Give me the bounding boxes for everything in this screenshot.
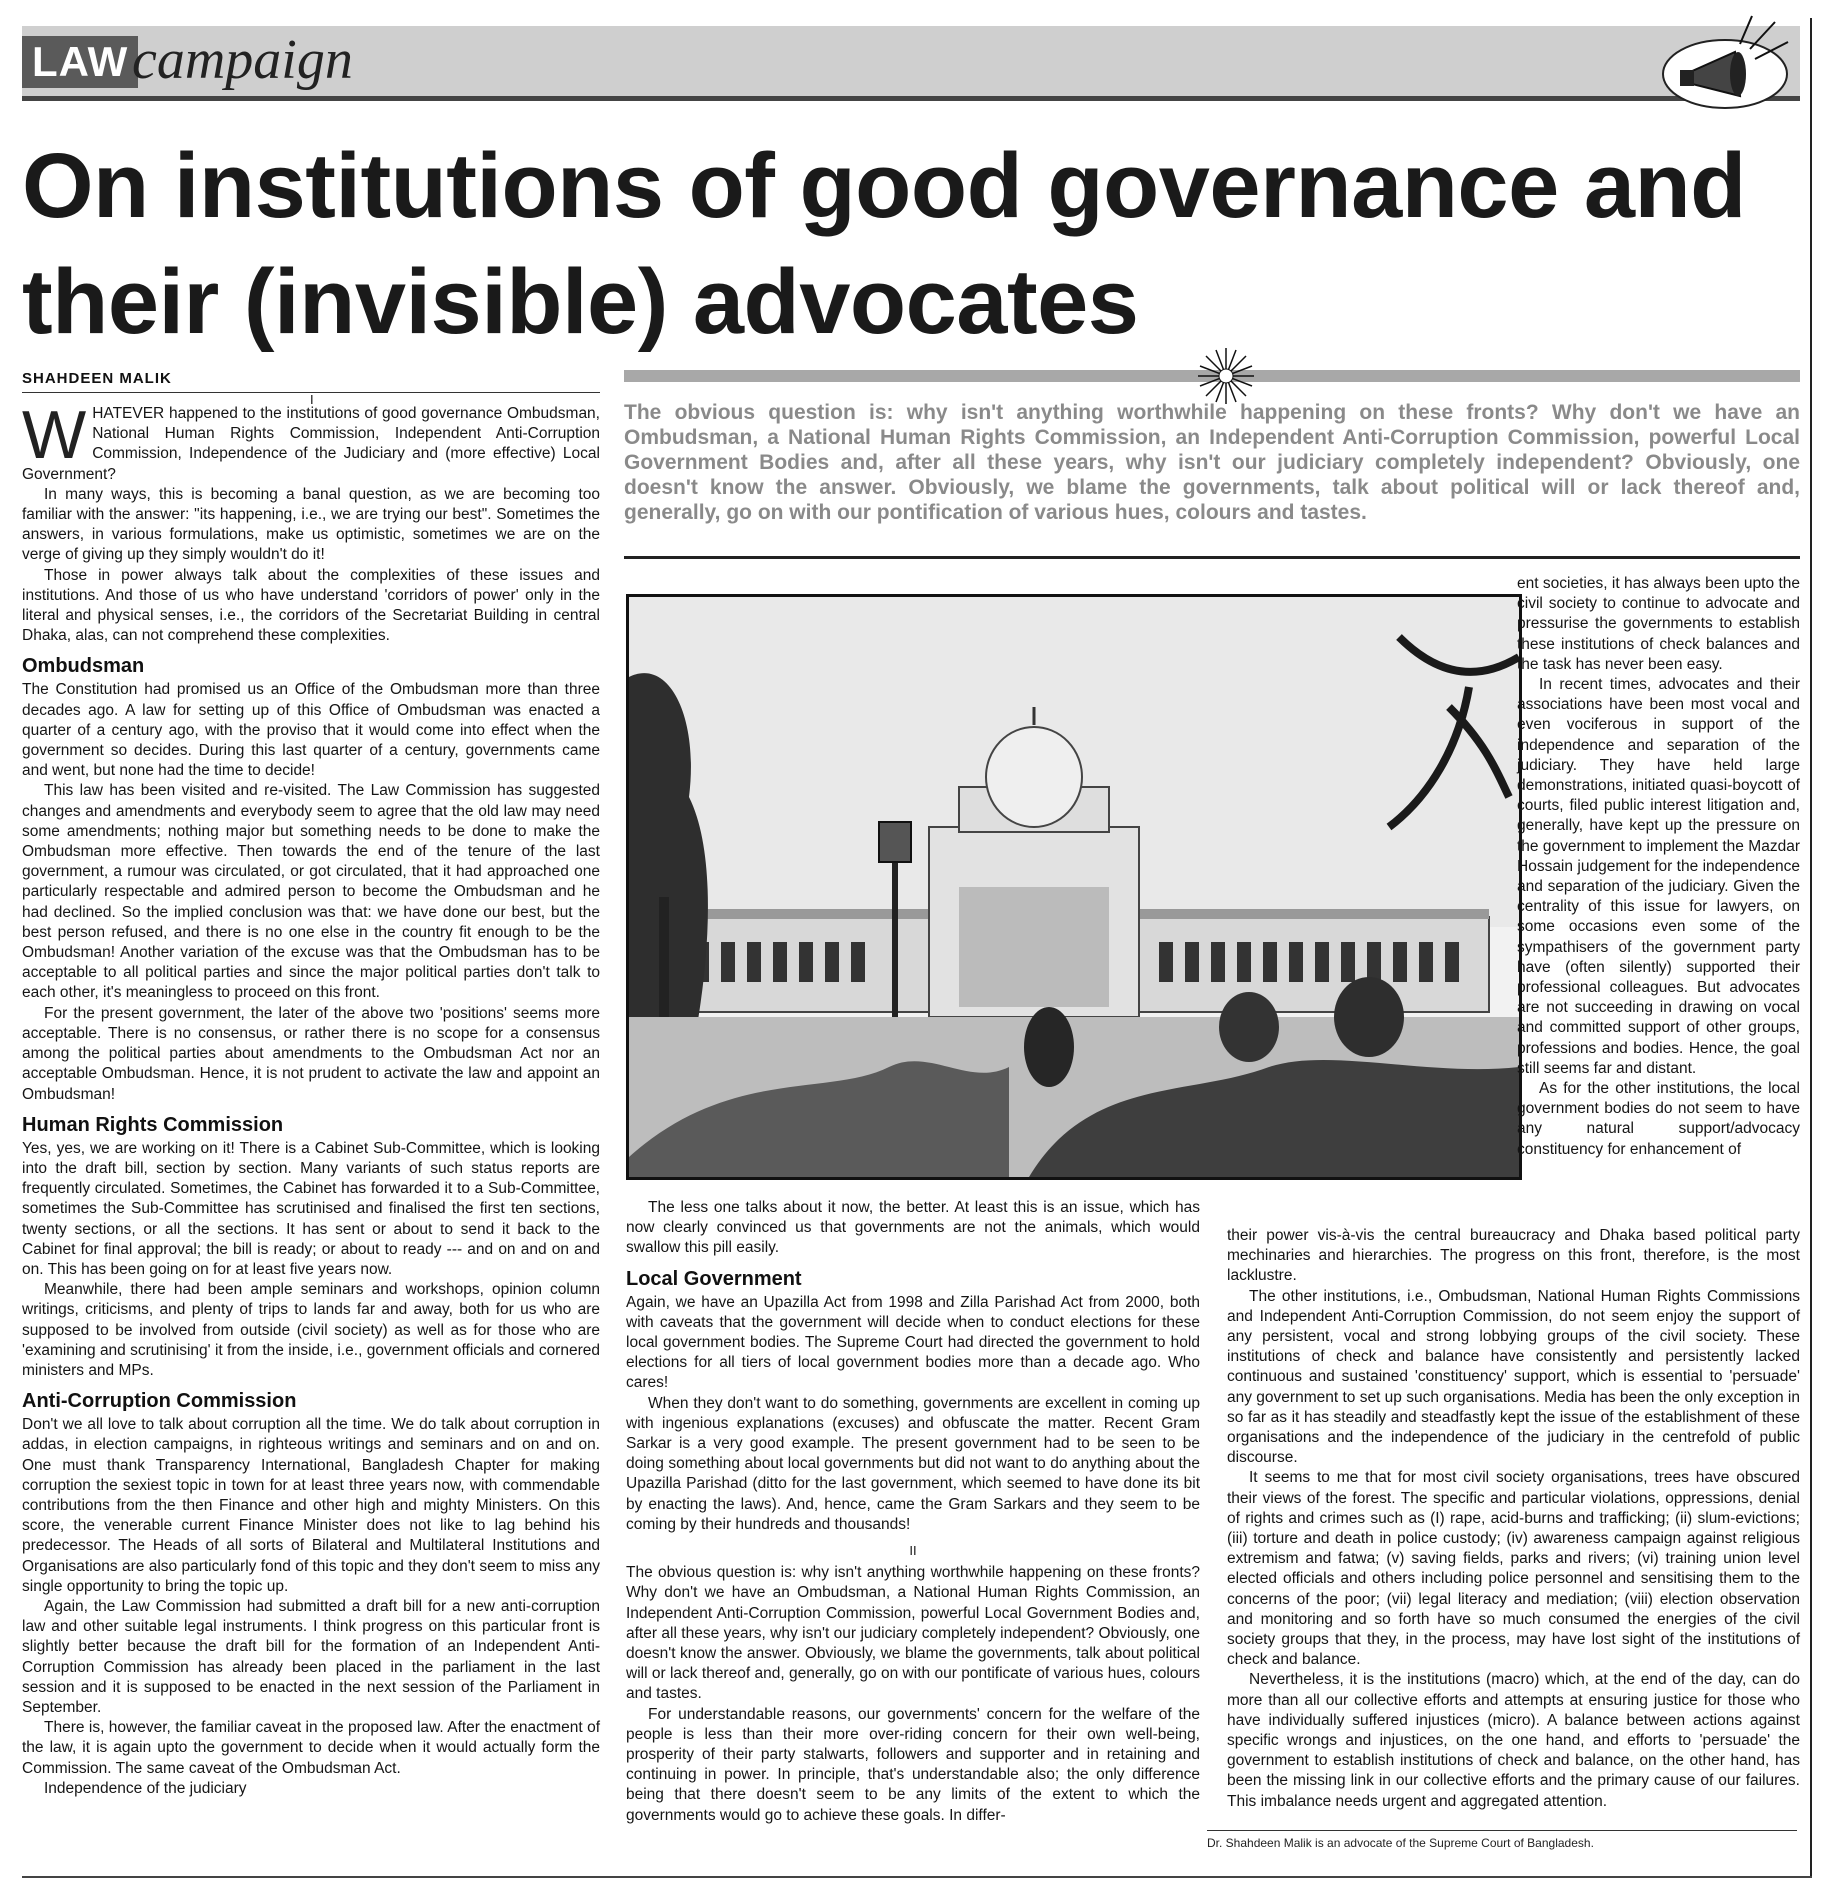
- megaphone-icon: [1640, 14, 1790, 114]
- section-mark-ii: II: [909, 1543, 917, 1559]
- author-footnote: Dr. Shahdeen Malik is an advocate of the Supreme Court of Bangladesh.: [1207, 1836, 1594, 1850]
- subhead-anti-corruption: Anti-Corruption Commission: [22, 1390, 297, 1413]
- article-column-2: [626, 1198, 1200, 1826]
- paragraph: Nevertheless, it is the institutions (macro) which, at the end of the day, can do more than all our collective efforts and attempts at ensuring justice for those who have individually suffered injustices (micro). A balance between actions against specific wrongs and injustices, on the one hand, and efforts to 'persuade' the government to establish institutions of check and balance, on the other hand, has been the missing link in our collective efforts and the primary cause of our failures. This imbalance needs urgent and aggregated attention.: [1227, 1671, 1800, 1810]
- section-label-law: LAW: [22, 36, 138, 88]
- pull-quote-bottom-rule: [624, 556, 1800, 559]
- drop-cap: W: [22, 397, 87, 473]
- paragraph: For the present government, the later of the above two 'positions' seems more acceptable. There is no consensus, or rather there is no scope for a consensus among the political parties about amendments to the Ombudsman Act nor an acceptable Ombudsman. Hence, it is not prudent to activate the law and appoint an Ombudsman!: [22, 1004, 600, 1103]
- paragraph: In recent times, advocates and their associations have been most vocal and even vociferous in support of the independence and separation of the judiciary. They have held large demonstrations, initiated quasi-boycott of courts, filed public interest litigation and, generally, have kept up the pressure on the government to implement the Mazdar Hossain judgement for the independence and separation of the judiciary. Given the centrality of this issue for lawyers, on some occasions even some of the sympathisers of the government party have (often silently) supported their professional colleagues. But advocates are not succeeding in drawing on vocal and committed support of other groups, professions and bodies. Hence, the goal still seems far and distant.: [1517, 676, 1800, 1077]
- subhead-local-government: Local Government: [626, 1267, 802, 1290]
- page-bottom-rule: [22, 1876, 1812, 1878]
- article-column-3-bottom: [1227, 1226, 1800, 1812]
- paragraph: Those in power always talk about the complexities of these issues and institutions. And those of us who have understand 'corridors of power' only in the literal and physical senses, i.e., the corridors of the Secretariat Building in central Dhaka, alas, can not comprehend these complexities.: [22, 566, 600, 645]
- newspaper-page: [22, 18, 1812, 1878]
- paragraph: There is, however, the familiar caveat in the proposed law. After the enactment of the law, it is again upto the government to decide when it would actually form the Commission. The same caveat of the Ombudsman Act.: [22, 1719, 600, 1777]
- paragraph: their power vis-à-vis the central bureaucracy and Dhaka based political party mechinaries and hierarchies. The progress on this front, therefore, is the most lacklustre.: [1227, 1227, 1800, 1285]
- starburst-icon: [1198, 348, 1254, 404]
- article-headline: [22, 128, 1802, 360]
- photo-illustration: [629, 597, 1519, 1177]
- byline: [22, 370, 600, 393]
- subhead-ombudsman: Ombudsman: [22, 655, 145, 678]
- paragraph: This law has been visited and re-visited. The Law Commission has suggested changes and amendments and everybody seem to agree that the old law may need some amendments; nothing major but something needs to be done to make the Ombudsman more effective. Then towards the end of the tenure of the last government, a rumour was circulated, or got circulated, that it had approached one particularly respectable and admired person to become the Ombudsman and he had declined. So the implied conclusion was that: we have done our best, but the best person refused, and there is no one else in the country fit enough to be the Ombudsman! Another variation of the excuse was that the Ombudsman has to be acceptable to all political parties and since the major political parties don't talk to each other, it's meaningless to proceed on this front.: [22, 782, 600, 1002]
- paragraph: The less one talks about it now, the better. At least this is an issue, which has now clearly convinced us that governments are not the animals, which would swallow this pill easily.: [626, 1199, 1200, 1257]
- paragraph: When they don't want to do something, governments are excellent in coming up with ingenious explanations (excuses) and obfuscate the matter. Recent Gram Sarkar is a very good example. The present government had to be seen to be doing something about local governments but did not want to do anything about the Upazilla Parishad (ditto for the last government, which seemed to have done its bit by enacting the laws). And, hence, came the Gram Sarkars and they seem to be coming by their hundreds and thousands!: [626, 1394, 1200, 1533]
- paragraph: Independence of the judiciary: [44, 1779, 247, 1797]
- intro-text: HATEVER happened to the institutions of good governance Ombudsman, National Human Rights Commission, Independent Anti-Corruption Commission, Independence of the Judiciary and (more effective) Local Government?: [22, 405, 600, 483]
- right-column-rule: [1810, 18, 1812, 1878]
- article-column-1: [22, 397, 600, 1799]
- section-mark-i: I: [310, 392, 314, 407]
- paragraph: Meanwhile, there had been ample seminars and workshops, opinion column writings, criticisms, and plenty of trips to lands far and away, both for us who are supposed to be involved from outside (civil society) as well as for those who are 'examining and scrutinising' it from the inside, i.e., government officials and cornered ministers and MPs.: [22, 1281, 600, 1379]
- section-label-campaign: campaign: [132, 29, 353, 91]
- intro-paragraph: [22, 397, 600, 485]
- pull-quote: The obvious question is: why isn't anything worthwhile happening on these fronts? Why don't we have an Ombudsman, a National Human Rights Commission, an Independent Anti-Corruption Commission, powerful Local Government Bodies and, after all these years, why isn't our judiciary completely independent? Obviously, one doesn't know the answer. Obviously, we blame the governments, talk about political will or lack thereof and, generally, go on with our pontification of various hues, colours and tastes.: [624, 401, 1800, 524]
- supreme-court-photo: [626, 594, 1522, 1180]
- paragraph: As for the other institutions, the local government bodies do not seem to have any natural support/advocacy constituency for enhancement of: [1517, 1080, 1800, 1158]
- headline-line-2: their (invisible) advocates: [22, 251, 1139, 353]
- paragraph: For understandable reasons, our governments' concern for the welfare of the people is less than their more over-riding concern for their own well-being, prosperity of their party stalwarts, followers and supporter and in retaining and continuing in power. In principle, that's understandable also; the only difference being that there doesn't seem to be any limits of the extent to which the governments would go to achieve these goals. In differ-: [626, 1705, 1200, 1824]
- paragraph: The Constitution had promised us an Office of the Ombudsman more than three decades ago. A law for setting up of this Office of Ombudsman was enacted a quarter of a century ago, with the proviso that it would come into effect when the government so decides. During this last quarter of a century, governments came and went, but none had the time to decide!: [22, 681, 600, 780]
- paragraph: Yes, yes, we are working on it! There is a Cabinet Sub-Committee, which is looking into the draft bill, section by section. Many variants of such status reports are frequently circulated. Sometimes, the Cabinet has forwarded it to a Sub-Committee, sometimes the Sub-Committee has scrutinised and finalised the first ten sections, twenty sections, or all the sections. It has sent or about to send it back to the Cabinet for final approval; the bill is ready; or about to ready --- and on and on and on. This has been going on for at least five years now.: [22, 1139, 600, 1278]
- author-name: SHAHDEEN MALIK: [22, 370, 172, 387]
- paragraph: Again, we have an Upazilla Act from 1998 and Zilla Parishad Act from 2000, both with caveats that the government will decide when to conduct elections for these local government bodies. The Supreme Court had directed the government to hold elections for all tiers of local government bodies more than a decade ago. Who cares!: [626, 1293, 1200, 1392]
- paragraph: In many ways, this is becoming a banal question, as we are becoming too familiar with the answer: "its happening, i.e., we are trying our best". Sometimes the answers, in various formulations, make us optimistic, sometimes we are on the verge of giving up they simply wouldn't do it!: [22, 485, 600, 564]
- headline-line-1: On institutions of good governance and: [22, 135, 1746, 237]
- paragraph: Don't we all love to talk about corruption all the time. We do talk about corruption in addas, in election campaigns, in righteous writings and seminars and on and on. One must thank Transparency International, Bangladesh Chapter for making corruption the sexiest topic in town for at least three years now, with commendable contributions from the then Finance and other high and mighty Ministers. On this score, the venerable current Finance Minister does not like to lag behind his predecessor. The Heads of all sorts of Bilateral and Multilateral Institutions and Organisations are also particularly fond of this topic and they don't seem to miss any single opportunity to bring the topic up.: [22, 1416, 600, 1595]
- paragraph: The obvious question is: why isn't anything worthwhile happening on these fronts? Why don't we have an Ombudsman, a National Human Rights Commission, an Independent Anti-Corruption Commission, powerful Local Government Bodies and, after all these years, why isn't our judiciary completely independent? Obviously, one doesn't know the answer. Obviously, we blame the governments, talk about political will or lack thereof and, generally, go on with our pontificate of various hues, colours and tastes.: [626, 1564, 1200, 1703]
- subhead-human-rights: Human Rights Commission: [22, 1113, 284, 1136]
- paragraph: Again, the Law Commission had submitted a draft bill for a new anti-corruption law and other suitable legal instruments. I think progress on this particular front is slightly better because the draft bill for the formation of an Independent Anti-Corruption Commission has already been placed in the parliament in the last session and it is supposed to be enacted in the next session of the Parliament in September.: [22, 1597, 600, 1716]
- paragraph: The other institutions, i.e., Ombudsman, National Human Rights Commissions and Independent Anti-Corruption Commission, do not seem enjoy the support of any persistent, vocal and strong lobbying groups of the civil society. These institutions of check and balance have consistently and persistently lacked continuous and sustained 'constituency' support, which is essential to 'persuade' any government to set up such organisations. Media has been the only exception in so far as it has steadily and steadfastly kept the issue of the establishment of these organisations and the independence of the judiciary in the centrefold of public discourse.: [1227, 1287, 1801, 1467]
- paragraph: It seems to me that for most civil society organisations, trees have obscured their views of the forest. The specific and particular violations, oppressions, denial of rights and crimes such as (I) rape, acid-burns and trafficking; (ii) slum-evictions; (iii) torture and death in police custody; (iv) awareness campaign against religious extremism and fatwa; (v) saving fields, parks and rivers; (vi) training union level elected officials and others including police personnel and sensitising them to the concerns of the poor; (vii) legal literacy and mediation; (viii) election observation and monitoring and so forth have so much consumed the energies of the civil society groups that they, in the process, may have lost sight of the institutions of check and balance.: [1227, 1469, 1800, 1669]
- footnote-rule: [1207, 1830, 1797, 1831]
- section-header: [22, 26, 1800, 101]
- article-column-3-top: [1517, 574, 1800, 1160]
- paragraph: ent societies, it has always been upto the civil society to continue to advocate and pressurise the governments to establish these institutions of check balances and the task has never been easy.: [1517, 575, 1800, 673]
